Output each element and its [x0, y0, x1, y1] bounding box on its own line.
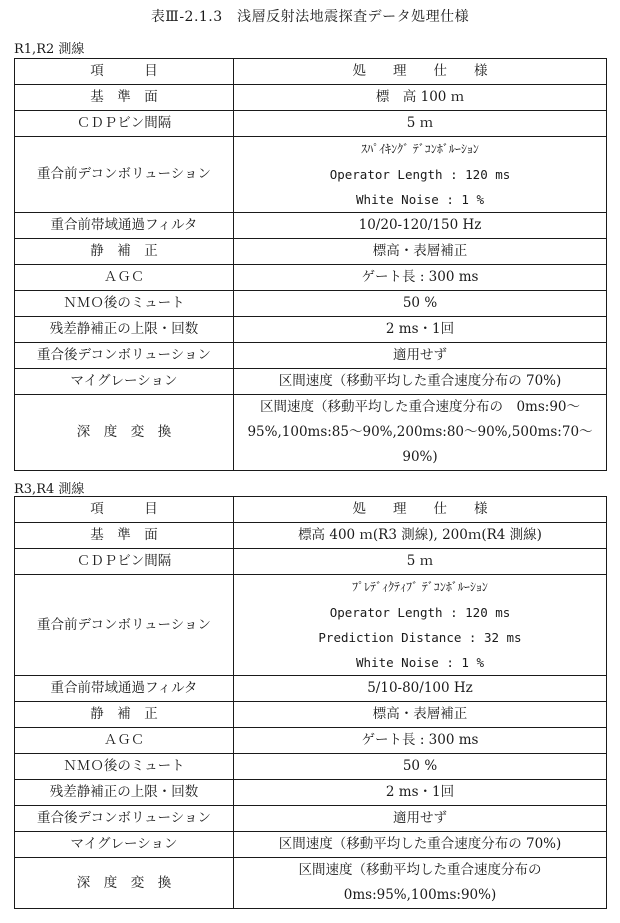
table-row — [15, 728, 607, 754]
table-row — [15, 858, 607, 909]
table-row — [15, 702, 607, 728]
document-title: 表Ⅲ-2.1.3 浅層反射法地震探査データ処理仕様 — [150, 9, 470, 25]
row-item: マイグレーション — [15, 832, 234, 858]
table-row — [15, 549, 607, 575]
row-item: ＮＭＯ後のミュート — [15, 754, 234, 780]
spec-line: 区間速度（移動平均した重合速度分布の 0ms:90～ — [259, 399, 581, 415]
row-item: 残差静補正の上限・回数 — [15, 317, 234, 343]
table-row — [15, 85, 607, 111]
row-spec: 50 % — [234, 291, 607, 317]
table-row — [15, 832, 607, 858]
row-item: 静 補 正 — [15, 702, 234, 728]
row-item: 基 準 面 — [15, 85, 234, 111]
spec-line: Operator Length : 120 ms — [329, 605, 511, 620]
row-spec: 標高 400 ｍ(R3 測線), 200ｍ(R4 測線) — [234, 523, 607, 549]
row-spec: 適用せず — [234, 806, 607, 832]
row-item: 静 補 正 — [15, 239, 234, 265]
table-row — [15, 265, 607, 291]
header-item: 項 目 — [15, 497, 234, 523]
table-row — [15, 575, 607, 676]
row-item: 深 度 変 換 — [15, 395, 234, 471]
header-item: 項 目 — [15, 59, 234, 85]
row-spec — [234, 137, 607, 213]
row-item: 基 準 面 — [15, 523, 234, 549]
spec-line: Prediction Distance : 32 ms — [318, 630, 522, 645]
table-header-row — [15, 59, 607, 85]
row-spec: 標高・表層補正 — [234, 239, 607, 265]
row-item: 重合前デコンボリューション — [15, 137, 234, 213]
row-spec: 区間速度（移動平均した重合速度分布の 70%) — [234, 832, 607, 858]
row-item: ＡＧＣ — [15, 728, 234, 754]
spec-line: Operator Length : 120 ms — [329, 167, 511, 182]
table-row — [15, 395, 607, 471]
table-row — [15, 676, 607, 702]
table-row — [15, 317, 607, 343]
table-row — [15, 754, 607, 780]
spec-table-r3r4 — [14, 496, 607, 909]
row-item: 重合前帯域通過フィルタ — [15, 213, 234, 239]
spec-line: 区間速度（移動平均した重合速度分布の — [298, 862, 542, 878]
row-item: 重合後デコンボリューション — [15, 343, 234, 369]
table-row — [15, 213, 607, 239]
table-row — [15, 780, 607, 806]
table-row — [15, 369, 607, 395]
section-label-r1r2: R1,R2 測線 — [14, 42, 85, 57]
row-item: ＡＧＣ — [15, 265, 234, 291]
row-spec: 5 ｍ — [234, 111, 607, 137]
row-spec: 5/10-80/100 Hz — [234, 676, 607, 702]
row-spec: 50 % — [234, 754, 607, 780]
table-row — [15, 806, 607, 832]
spec-line: ｽﾊﾟｲｷﾝｸﾞ ﾃﾞｺﾝﾎﾞﾙｰｼｮﾝ — [361, 142, 479, 156]
row-spec: ゲート長 : 300 ms — [234, 728, 607, 754]
row-spec: ゲート長 : 300 ms — [234, 265, 607, 291]
row-spec — [234, 395, 607, 471]
row-item: ＣＤＰビン間隔 — [15, 111, 234, 137]
row-spec — [234, 575, 607, 676]
header-spec: 処 理 仕 様 — [234, 59, 607, 85]
row-spec: 適用せず — [234, 343, 607, 369]
spec-line: White Noise : 1 % — [356, 192, 484, 207]
row-spec: 区間速度（移動平均した重合速度分布の 70%) — [234, 369, 607, 395]
row-item: 残差静補正の上限・回数 — [15, 780, 234, 806]
row-item: 重合前帯域通過フィルタ — [15, 676, 234, 702]
row-spec: 2 ms・1回 — [234, 780, 607, 806]
row-spec — [234, 858, 607, 909]
row-item: 深 度 変 換 — [15, 858, 234, 909]
table-header-row — [15, 497, 607, 523]
row-spec: 標高・表層補正 — [234, 702, 607, 728]
table-row — [15, 343, 607, 369]
row-spec: 標 高 100 ｍ — [234, 85, 607, 111]
table-row — [15, 291, 607, 317]
spec-table-r1r2 — [14, 58, 607, 471]
row-item: ＣＤＰビン間隔 — [15, 549, 234, 575]
table-row — [15, 111, 607, 137]
spec-line: White Noise : 1 % — [356, 655, 484, 670]
row-item: 重合前デコンボリューション — [15, 575, 234, 676]
table-row — [15, 239, 607, 265]
row-item: 重合後デコンボリューション — [15, 806, 234, 832]
header-spec: 処 理 仕 様 — [234, 497, 607, 523]
table-row — [15, 523, 607, 549]
spec-line: 95%,100ms:85～90%,200ms:80～90%,500ms:70～90%) — [247, 424, 593, 465]
section-label-r3r4: R3,R4 測線 — [14, 482, 85, 497]
row-spec: 5 ｍ — [234, 549, 607, 575]
spec-line: 0ms:95%,100ms:90%) — [343, 887, 497, 903]
row-spec: 10/20-120/150 Hz — [234, 213, 607, 239]
row-item: ＮＭＯ後のミュート — [15, 291, 234, 317]
table-row — [15, 137, 607, 213]
row-spec: 2 ms・1回 — [234, 317, 607, 343]
spec-line: ﾌﾟﾚﾃﾞｨｸﾃｨﾌﾞ ﾃﾞｺﾝﾎﾞﾙｰｼｮﾝ — [352, 580, 488, 594]
row-item: マイグレーション — [15, 369, 234, 395]
